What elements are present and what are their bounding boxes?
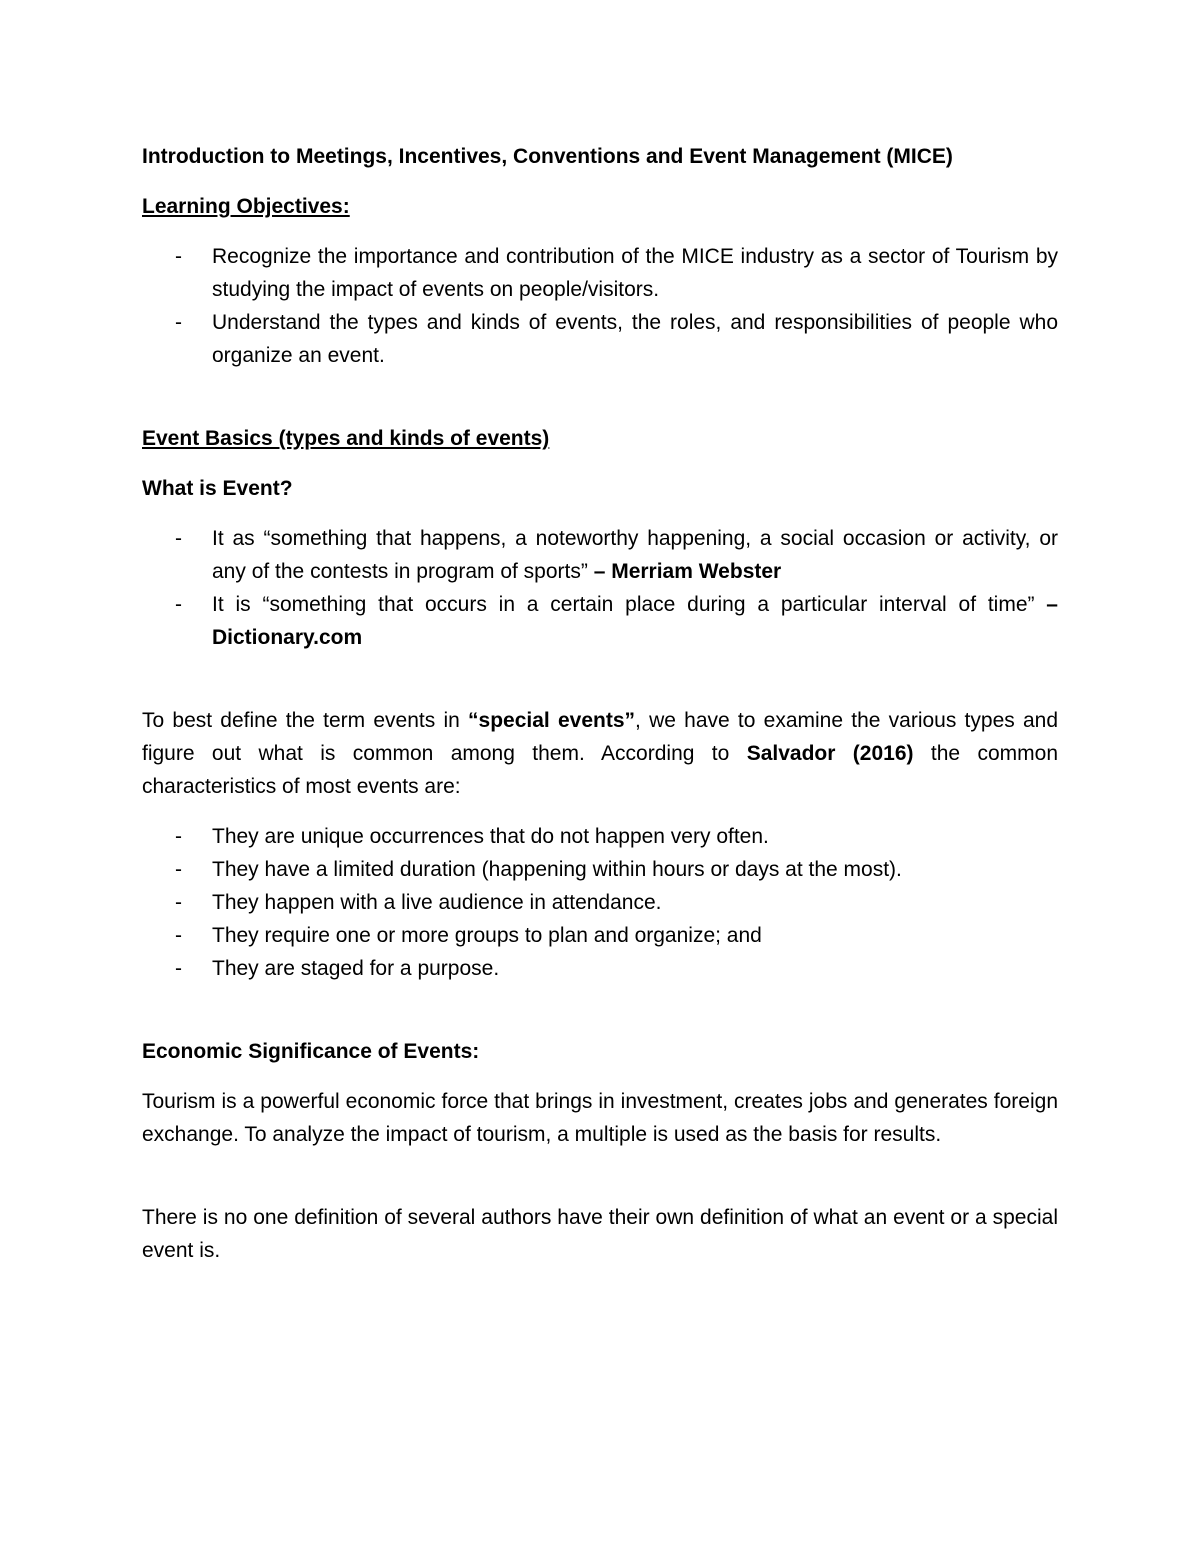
event-basics-heading: Event Basics (types and kinds of events)	[142, 427, 550, 450]
what-is-event-heading: What is Event?	[142, 477, 293, 500]
economic-significance-heading: Economic Significance of Events:	[142, 1040, 480, 1063]
spacer	[142, 372, 1058, 422]
list-item	[142, 853, 1058, 886]
closing-paragraph: There is no one definition of several authors have their own definition of what an event or a special event is.	[142, 1206, 1058, 1262]
list-item	[142, 952, 1058, 985]
spacer	[142, 1151, 1058, 1201]
special-events-term: “special events”	[468, 709, 636, 732]
paragraph-text: , we have to examine the various types and figure out what is common among them. According to	[142, 709, 1059, 765]
dash-bullet-icon: -	[175, 527, 182, 550]
definition-source: – Merriam Webster	[587, 560, 782, 583]
list-item	[142, 588, 1058, 654]
dash-bullet-icon: -	[175, 891, 182, 914]
list-item	[142, 820, 1058, 853]
list-item	[142, 522, 1058, 588]
dash-bullet-icon: -	[175, 924, 182, 947]
dash-bullet-icon: -	[175, 245, 182, 268]
dash-bullet-icon: -	[175, 825, 182, 848]
characteristic-text: They happen with a live audience in attendance.	[212, 891, 662, 914]
objective-text: Understand the types and kinds of events, the roles, and responsibilities of people who organize an event.	[212, 311, 1058, 367]
learning-objectives-heading: Learning Objectives:	[142, 195, 350, 218]
author-citation: Salvador (2016)	[746, 742, 914, 765]
objective-text: Recognize the importance and contribution of the MICE industry as a sector of Tourism by studying the impact of events on people/visitors.	[212, 245, 1058, 301]
dash-bullet-icon: -	[175, 311, 182, 334]
dash-bullet-icon: -	[175, 858, 182, 881]
characteristic-text: They require one or more groups to plan and organize; and	[212, 924, 762, 947]
list-item	[142, 306, 1058, 372]
characteristics-list	[142, 820, 1058, 985]
definition-text: It as “something that happens, a noteworthy happening, a social occasion or activity, or any of the contests in program of sports”	[212, 527, 1058, 583]
learning-objectives-list	[142, 240, 1058, 372]
document-title: Introduction to Meetings, Incentives, Conventions and Event Management (MICE)	[142, 145, 953, 168]
definition-source: – Dictionary.com	[212, 593, 1058, 649]
spacer	[142, 985, 1058, 1035]
paragraph-text: the common characteristics of most events are:	[142, 742, 1059, 798]
economic-paragraph: Tourism is a powerful economic force that brings in investment, creates jobs and generates foreign exchange. To analyze the impact of tourism, a multiple is used as the basis for results.	[142, 1090, 1058, 1146]
characteristic-text: They have a limited duration (happening within hours or days at the most).	[212, 858, 902, 881]
dash-bullet-icon: -	[175, 957, 182, 980]
definition-text: It is “something that occurs in a certain place during a particular interval of time”	[212, 593, 1035, 616]
definitions-list	[142, 522, 1058, 654]
characteristic-text: They are staged for a purpose.	[212, 957, 500, 980]
dash-bullet-icon: -	[175, 593, 182, 616]
document-page	[142, 140, 1058, 1267]
spacer	[142, 654, 1058, 704]
special-events-paragraph	[142, 704, 1058, 803]
list-item	[142, 919, 1058, 952]
list-item	[142, 886, 1058, 919]
paragraph-text: To best define the term events in	[142, 709, 469, 732]
characteristic-text: They are unique occurrences that do not happen very often.	[212, 825, 769, 848]
list-item	[142, 240, 1058, 306]
